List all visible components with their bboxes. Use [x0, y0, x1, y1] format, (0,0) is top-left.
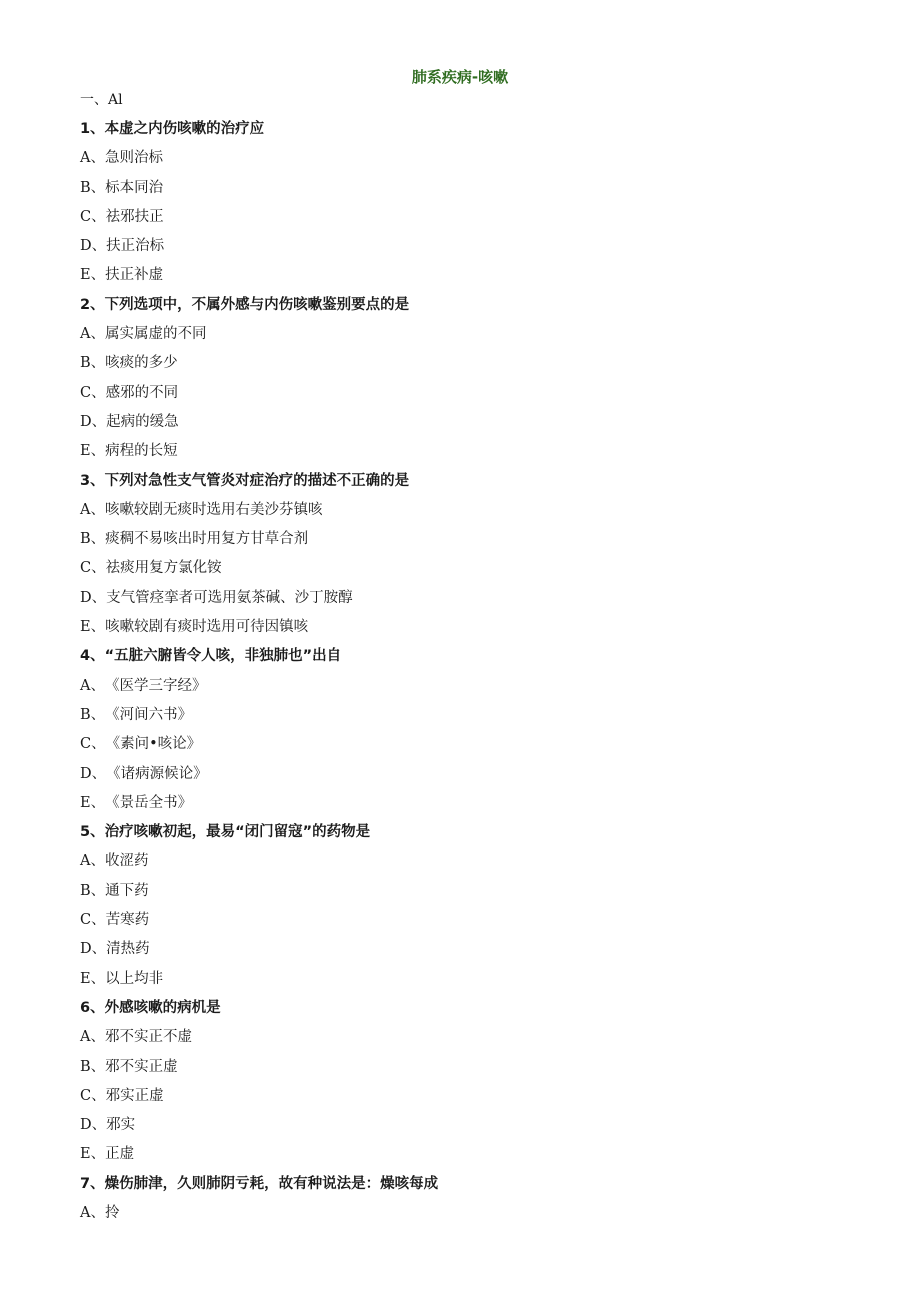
option-letter: E、 — [80, 267, 106, 284]
option-letter: A、 — [80, 677, 105, 694]
answer-option — [80, 939, 860, 968]
question-block — [80, 822, 860, 998]
question-stem: 6、外感咳嗽的病机是 — [80, 999, 221, 1016]
option-letter: A、 — [80, 326, 105, 343]
option-text: 感邪的不同 — [105, 384, 179, 401]
question-block — [80, 1174, 860, 1233]
question-stem: 4、“五脏六腑皆令人咳，非独肺也”出自 — [80, 648, 342, 665]
option-text: 祛痰用复方氯化铵 — [105, 560, 222, 577]
option-letter: D、 — [80, 238, 107, 255]
option-letter: B、 — [80, 706, 106, 723]
option-letter: D、 — [80, 413, 107, 430]
question-stem: 7、燥伤肺津，久则肺阴亏耗，故有种说法是：燥咳每成 — [80, 1175, 439, 1192]
answer-option — [80, 1144, 860, 1173]
option-letter: B、 — [80, 882, 106, 899]
option-text: 《素问•咳论》 — [105, 736, 202, 753]
answer-option — [80, 412, 860, 441]
document-title: 肺系疾病-咳嗽 — [411, 68, 509, 86]
option-text: 咳痰的多少 — [105, 355, 178, 372]
answer-option — [80, 148, 860, 177]
option-text: 邪不实正虚 — [105, 1058, 178, 1075]
option-text: 《诸病源候论》 — [106, 765, 208, 782]
answer-option — [80, 1203, 860, 1232]
option-text: 标本同治 — [105, 179, 164, 196]
option-text: 拎 — [104, 1204, 120, 1221]
option-text: 起病的缓急 — [106, 413, 179, 430]
option-text: 邪不实正不虚 — [104, 1029, 192, 1046]
answer-option — [80, 910, 860, 939]
question-list — [80, 119, 860, 1232]
option-text: 咳嗽较剧无痰时选用右美沙芬镇咳 — [104, 501, 323, 518]
answer-option — [80, 881, 860, 910]
option-text: 邪实 — [106, 1117, 136, 1134]
option-letter: A、 — [80, 1204, 105, 1221]
option-text: 《医学三字经》 — [104, 677, 207, 694]
answer-option — [80, 265, 860, 294]
question-block — [80, 998, 860, 1174]
option-letter: D、 — [80, 765, 107, 782]
option-text: 《景岳全书》 — [105, 794, 193, 811]
option-letter: D、 — [80, 941, 107, 958]
option-letter: C、 — [80, 560, 106, 577]
option-letter: A、 — [80, 150, 105, 167]
option-text: 正虚 — [105, 1146, 135, 1163]
answer-option — [80, 793, 860, 822]
question-block — [80, 646, 860, 822]
question-stem: 1、本虚之内伤咳嗽的治疗应 — [80, 121, 265, 137]
answer-option — [80, 178, 860, 207]
option-letter: B、 — [80, 531, 106, 548]
answer-option — [80, 705, 860, 734]
option-text: 扶正补虚 — [105, 267, 164, 284]
question-stem: 3、下列对急性支气管炎对症治疗的描述不正确的是 — [80, 472, 410, 489]
option-letter: D、 — [80, 589, 107, 606]
answer-option — [80, 324, 860, 353]
option-text: 通下药 — [105, 882, 149, 899]
option-text: 咳嗽较剧有痰时选用可待因镇咳 — [105, 619, 309, 636]
option-text: 祛邪扶正 — [105, 208, 164, 225]
answer-option — [80, 676, 860, 705]
answer-option — [80, 558, 860, 587]
option-letter: E、 — [80, 970, 106, 987]
answer-option — [80, 500, 860, 529]
option-letter: E、 — [80, 443, 106, 460]
option-letter: A、 — [80, 853, 105, 870]
option-text: 收涩药 — [104, 853, 149, 870]
answer-option — [80, 1086, 860, 1115]
option-letter: A、 — [80, 1029, 105, 1046]
option-text: 属实属虚的不同 — [104, 326, 207, 343]
answer-option — [80, 353, 860, 382]
option-text: 邪实正虚 — [105, 1087, 164, 1104]
answer-option — [80, 529, 860, 558]
question-block — [80, 471, 860, 647]
option-text: 支气管痉挛者可选用氨茶碱、沙丁胺醇 — [106, 589, 353, 606]
answer-option — [80, 1027, 860, 1056]
option-text: 急则治标 — [104, 150, 163, 167]
answer-option — [80, 617, 860, 646]
answer-option — [80, 1057, 860, 1086]
question-stem: 5、治疗咳嗽初起，最易“闭门留寇”的药物是 — [80, 824, 371, 841]
option-letter: C、 — [80, 736, 106, 753]
answer-option — [80, 588, 860, 617]
option-letter: E、 — [80, 619, 106, 636]
section-heading: 一、Al — [80, 92, 123, 108]
answer-option — [80, 764, 860, 793]
option-letter: B、 — [80, 355, 106, 372]
option-letter: B、 — [80, 1058, 106, 1075]
option-text: 扶正治标 — [106, 238, 165, 255]
option-letter: E、 — [80, 1146, 106, 1163]
option-letter: D、 — [80, 1117, 107, 1134]
question-block — [80, 295, 860, 471]
option-text: 病程的长短 — [105, 443, 178, 460]
option-text: 清热药 — [106, 941, 150, 958]
option-letter: C、 — [80, 912, 106, 929]
option-letter: C、 — [80, 208, 106, 225]
option-letter: C、 — [80, 1087, 106, 1104]
answer-option — [80, 851, 860, 880]
answer-option — [80, 441, 860, 470]
question-stem: 2、下列选项中，不属外感与内伤咳嗽鉴别要点的是 — [80, 296, 410, 313]
option-text: 《河间六书》 — [105, 706, 193, 723]
option-text: 以上均非 — [105, 970, 164, 987]
answer-option — [80, 383, 860, 412]
answer-option — [80, 1115, 860, 1144]
option-letter: B、 — [80, 179, 106, 196]
option-letter: A、 — [80, 501, 105, 518]
option-letter: E、 — [80, 794, 106, 811]
answer-option — [80, 734, 860, 763]
option-letter: C、 — [80, 384, 106, 401]
option-text: 痰稠不易咳出时用复方甘草合剂 — [105, 531, 309, 548]
question-block — [80, 119, 860, 295]
answer-option — [80, 236, 860, 265]
answer-option — [80, 207, 860, 236]
option-text: 苦寒药 — [105, 912, 150, 929]
answer-option — [80, 969, 860, 998]
